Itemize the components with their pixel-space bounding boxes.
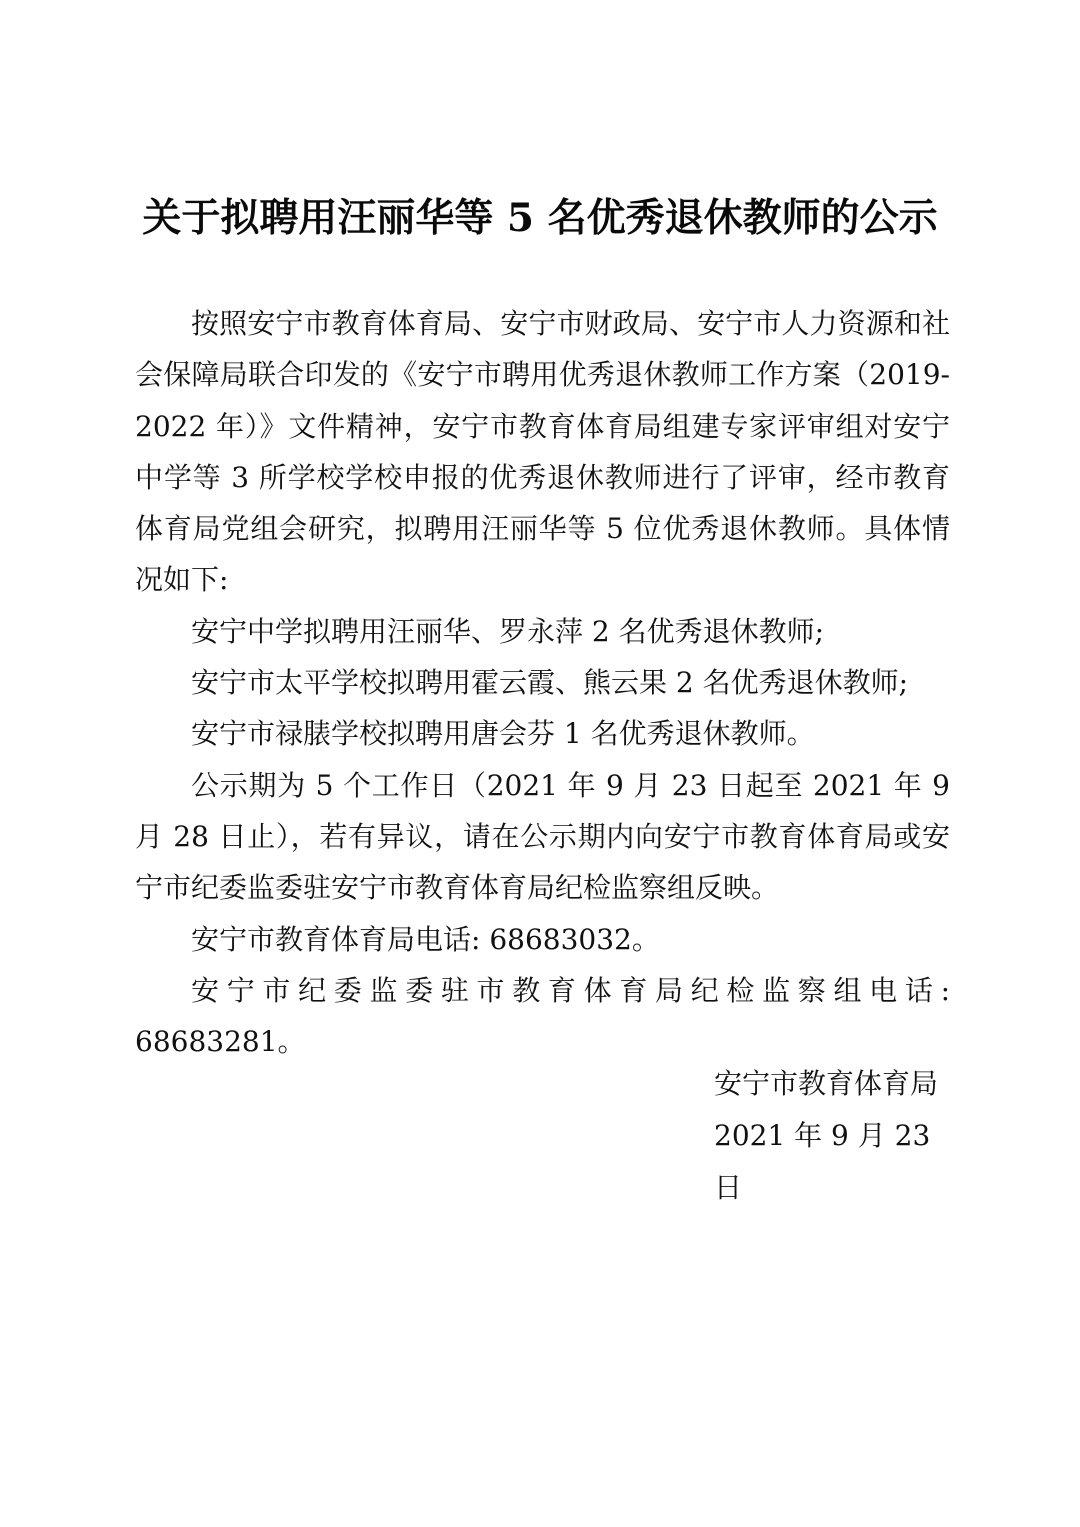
contact-phone-inspection-group: 安宁市纪委监委驻市教育体育局纪检监察组电话: 68683281。 xyxy=(135,973,950,1059)
document-body xyxy=(135,298,950,1067)
list-item-taiping-school: 安宁市太平学校拟聘用霍云霞、熊云果 2 名优秀退休教师; xyxy=(191,666,909,700)
list-item-lubiao-school: 安宁市禄脿学校拟聘用唐会芬 1 名优秀退休教师。 xyxy=(191,717,815,751)
publicity-period-paragraph: 公示期为 5 个工作日（2021 年 9 月 23 日起至 2021 年 9 月 28 日止），若有异议，请在公示期内向安宁市教育体育局或安宁市纪委监委驻安宁市教育体育局纪检监察组反映。 xyxy=(135,768,950,905)
signature-block xyxy=(700,1058,950,1214)
signature-organization: 安宁市教育体育局 xyxy=(714,1067,939,1100)
signature-date: 2021 年 9 月 23 日 xyxy=(714,1119,931,1204)
contact-phone-bureau: 安宁市教育体育局电话: 68683032。 xyxy=(191,922,660,956)
list-item-anning-middle-school: 安宁中学拟聘用汪丽华、罗永萍 2 名优秀退休教师; xyxy=(191,614,825,648)
intro-paragraph: 按照安宁市教育体育局、安宁市财政局、安宁市人力资源和社会保障局联合印发的《安宁市聘用优秀退休教师工作方案（2019-2022 年）》文件精神，安宁市教育体育局组建专家评审组对安宁中学等 3 所学校学校申报的优秀退休教师进行了评审，经市教育体育局党组会研究，拟聘用汪丽华等 5 位优秀退休教师。具体情况如下: xyxy=(135,307,950,597)
document-title: 关于拟聘用汪丽华等 5 名优秀退休教师的公示 xyxy=(142,195,938,241)
